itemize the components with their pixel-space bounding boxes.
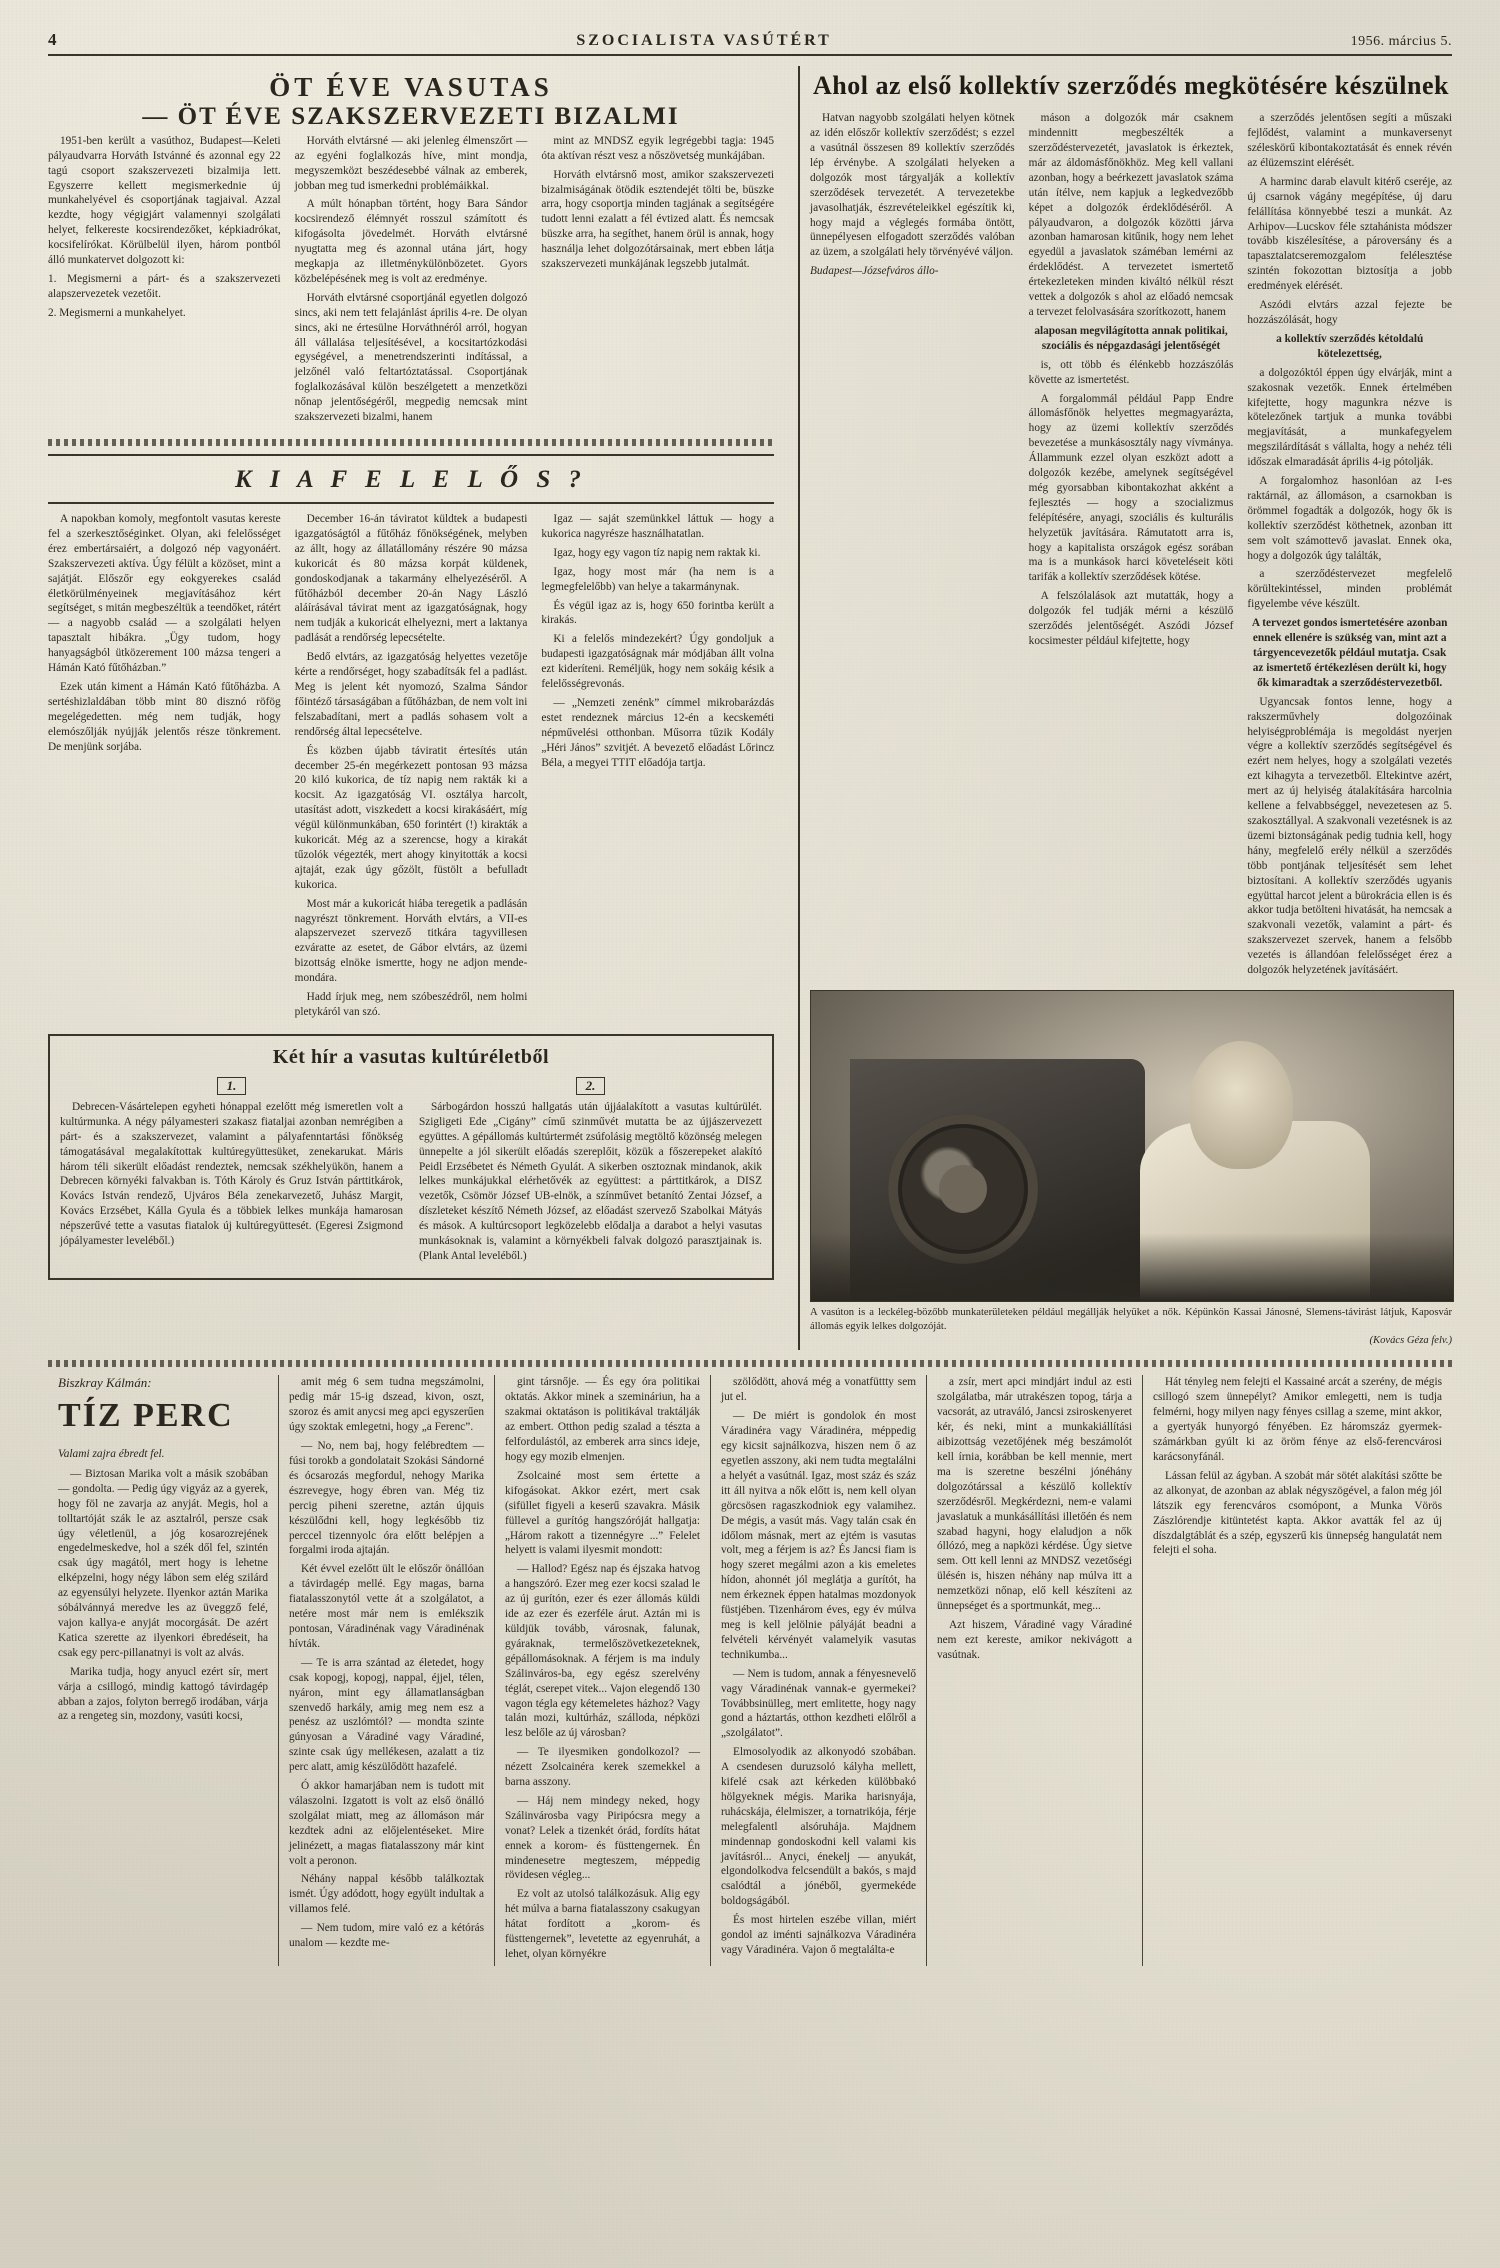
paragraph: — Nem is tudom, annak a fényesnevelő vagy Váradinénak vannak-e gyermekei? Továbbsinülleg, mert emlitette, hogy nagy gond a háztartás, otthon kezdheti előlről a „szolgálatot”. <box>721 1667 916 1740</box>
photo-credit: (Kovács Géza felv.) <box>1369 1335 1452 1347</box>
photo-woman-at-telegraph <box>810 990 1454 1302</box>
paragraph: is, ott több és élénkebb hozzászólás követte az ismertetést. <box>1028 358 1234 386</box>
paragraph: Néhány nappal később találkoztak ismét. Úgy adódott, hogy egyült indultak a villamos felé. <box>289 1873 484 1916</box>
paragraph: A forgalomhoz hasonlóan az I-es raktárnál, az állomáson, a csarnokban is örömmel fogadták a dolgozók, hogy ők is kollektív szerződést köthetnek, azonban itt sem volt számottevő javaslat. Ennek oka, hogy a dolgozók úgy találták, <box>1247 475 1453 562</box>
paragraph: Zsolcainé most sem értette a kifogásokat. Akkor ezért, mert csak (sifüllet figyeli a keserű szavakra. Másik füllevel a gurítóg hangszóróját hallgatja: „Három rakott a tizennégyre ...” Felelet helyett is valami ilyesmit mondott: <box>505 1469 700 1557</box>
bottom-zone <box>48 1375 1452 1965</box>
photo-vignette <box>811 1233 1453 1301</box>
paragraph: — „Nemzeti zenénk” címmel mikrobarázdás estet rendeznek március 12-én a kecskeméti népművelési otthonban. Műsorra tűzik Kodály „Héri János” szvitjét. A bevezető előadást Lőrincz Béla, a megyei TTIT előadója tartja. <box>541 696 775 769</box>
paragraph: A múlt hónapban történt, hogy Bara Sándor kocsirendező élémnyét rosszul számított és kifogásolta jövedelmét. Horváth elvtársné nyugtatta meg és azonnal utána járt, hogy megkapja az illetménykülönbözetet. Gyors közbelépésének meg is volt az eredménye. <box>294 198 528 285</box>
story-col-3 <box>495 1375 710 1965</box>
paragraph: Most már a kukoricát hiába teregetik a padlásán nagyrészt tönkrement. Horváth elvtárs, a VII-es alapszervezet szervező titkára tagyvillesen ezváratte az esetet, de Gábor elvtárs, az üzemi bizottság elnöke ismertte, hogy ne adjon mende-mondára. <box>294 897 528 985</box>
right-pack <box>810 66 1452 1350</box>
story-byline: Biszkray Kálmán: <box>58 1375 152 1391</box>
paragraph: Ez volt az utolsó találkozásuk. Alig egy hét múlva a barna fiatalasszony csakugyan hátat fordított a „korom- és füsttengernek”, levetette az egyenruhát, a lehet, olyan környékre <box>505 1888 700 1960</box>
paragraph: a szerződés jelentősen segíti a műszaki fejlődést, valamint a munkaversenyt széleskörű kibontakoztatását és ennek révén az élüzemszint elérését. <box>1247 112 1453 169</box>
story-title: TÍZ PERC <box>58 1397 234 1435</box>
headline-line-1: ÖT ÉVE VASUTAS <box>269 72 553 102</box>
paragraph: Hadd írjuk meg, nem szóbeszédről, nem holmi pletykáról van szó. <box>294 991 528 1019</box>
feature-col-1 <box>48 512 281 1024</box>
top-zone <box>48 66 1452 1350</box>
article-right-headline: Ahol az első kollektív szerződés megkötésére készülnek <box>813 71 1449 100</box>
paragraph: — Nem tudom, mire való ez a kétórás unalom — kezdte me- <box>289 1922 484 1950</box>
paragraph: Marika tudja, hogy anyucl ezért sír, mert várja a csillogó, mindig kattogó távirdagép abban a zajos, folyton berregő irodában, várja az a rengeteg sin, mozdony, vasúti kocsi, <box>58 1665 268 1723</box>
feature-under-rule <box>48 502 774 504</box>
paragraph: Aszódi elvtárs azzal fejezte be hozzászólását, hogy <box>1247 299 1453 326</box>
kulturelet-col-1 <box>60 1100 403 1268</box>
paragraph: Igaz, hogy egy vagon tíz napig nem raktak ki. <box>553 546 761 559</box>
paragraph: szölődött, ahová még a vonatfüttty sem jut el. <box>721 1376 916 1404</box>
kulturelet-title: Két hír a vasutas kultúréletből <box>272 1045 550 1068</box>
paragraph: Horváth elvtársnő most, amikor szakszervezeti bizalmiságának ötödik esztendejét tölti be, büszke arra, hogy csoportja minden tagjának a segítségére tudott lenni ezalatt a fél évtized alatt. És nemcsak büszke arra, ha segíthet, hanem örül is annak, hogy használja lehet dolgozótársainak, mert ebben látja szakszervezeti munkájának legszebb jutalmát. <box>541 168 775 271</box>
article-left-col-3 <box>541 134 774 429</box>
left-pack <box>48 66 788 1350</box>
paragraph: — No, nem baj, hogy felébredtem — fúsi torokb a gondolatait Szokási Sándorné és ócsarozás megfordul, nehogy Marika észrevegye, hogy ébren van. Még tiz percig piheni szeretne, aztán újquis készülődni kell, hogy legkésőbb tiz perccel tizennyolc óra előtt belépjen a forgalmi iroda ajtaján. <box>289 1440 484 1557</box>
article-right-columns <box>810 111 1452 982</box>
story-col-2 <box>279 1375 494 1965</box>
paragraph: Bedő elvtárs, az igazgatóság helyettes vezetője kérte a rendőrséget, hogy szabadítsák fel a padlást. Meg is jelent két nyomozó, Szalma Sándor főintéző társaságában a fűtőházban, de nem volt ini felszabadítani, mert a padlás sohasem volt a rendőrség által lepecsételve. <box>294 651 528 738</box>
article-left-headline <box>48 72 774 132</box>
story-col-6 <box>1143 1375 1452 1965</box>
feature-columns <box>48 512 774 1024</box>
paragraph: Azt hiszem, Váradiné vagy Váradiné nem ezt kereste, amikor nekivágott a vasútnak. <box>937 1618 1132 1661</box>
article-right-col-3 <box>1247 111 1452 982</box>
column-divider <box>798 66 800 1350</box>
paragraph: — De miért is gondolok én most Váradinéra vagy Váradinéra, méppedig egy kicsit sajnálkozva, hiszen nem ő az egyetlen asszony, aki nem tudta megtalálni a helyét a vasútnál. Igaz, most száz és száz itt áll nyitva a nők előtt is, nem kell olyan görcsösen ragaszkodniok egy valamihez. De mégis, a vasút más. Vagy talán csak én időlom másnak, mert az ejtém is vasutas volt, meg a férjem is az? És Jancsi fiam is hogy szeret megálmi azon a kis emeletes hídon, ahonnét jól meglátja a gurítót, ha nem érkeznek éppen hatalmas mozdonyok füstjében. Tizenhárom éves, egy év múlva meg is kell jelölnie pályáját beadni a felvételi kérvényét valamelyik vasutas technikumba... <box>721 1410 916 1661</box>
feature-top-rule <box>48 454 774 456</box>
paragraph: A harminc darab elavult kitérő cseréje, az új csarnok vágány megépítése, új daru felállítása könnyebbé teszi a munkát. Az Arhipov—Lucskov féle sztahánista módszer tovább kiszélesítése, a pároversány és a tapasztalatcseremozgalom felélesztése szintén fokozottan biztosítja a jobb eredmények elérését. <box>1247 175 1453 293</box>
paragraph: A napokban komoly, megfontolt vasutas kereste fel a szerkesztőséginket. Olyan, aki felelősséget érez embertársaiért, a dolgozó nép vagyonáért. Szakszervezeti aktíva. Úgy félült a közöset, mint a sajátját. Előszőr egy eokgyerekes család életkörülményeinek megjavításához kért segítséget, s mitán megbeszéltük a teendőket, rátért — a nagyobb család — a szolgálati helyen tapasztalt hibákra. „Ügy tudom, hogy hanyagságból ütközerement 100 mázsa tengeri a Hámán Kató fűtőházban.” <box>48 513 281 675</box>
paper-name: SZOCIALISTA VASÚTÉRT <box>576 32 832 49</box>
paragraph: Sárbogárdon hosszú hallgatás után újjáalakított a vasutas kultúrülét. Szigligeti Ede „Cigány” című szinművét mutatta be az újjászervezett együttes. A gépállomás kultúrtermét zsúfolásig megtöltő közönség melegen ünnepelte a jól sikerült előadás szereplőit, közük a főszerepeket alakító Peidl Erzsébetet és Németh Gyulát. A sikerben osztoznak mindanok, akik lelkes munkájukkal elérhetővék az együttest: a párttitkárok, a DISZ vezetők, Csömör József UB-elnök, a színművet betanító Zentai József, a díszleteket készítő Németh József, az előadást szervező Szabolkai Mátyás és mások. A kultúrcsoport legközelebb elődalja a darabot a helyi vasutas munkásoknak is, valamint a környékbeli falvak dolgozó parasztjainak is. (Plank Antal leveléből.) <box>419 1100 762 1262</box>
kulturelet-box <box>48 1034 774 1280</box>
paragraph: a dolgozóktól éppen úgy elvárják, mint a szakosnak vezetők. Ennek értelmében kifejtette, hogy magunkra nézve is kötelezőnek tartjuk a munka további megjavítását, a munkafegyelem megszilárdítását s vállalta, hogy a nehéz téli időszak elmaradását április 4-ig pótolják. <box>1247 366 1453 469</box>
dateline: Budapest—Józsefváros állo- <box>810 265 939 278</box>
paragraph: Ki a felelős mindezekért? Úgy gondoljuk a budapesti igazgatóságnak már módjában állt volna ezt kideríteni. Reméljük, hogy nem sokáig késik a felelősségrevonás. <box>541 633 775 691</box>
paragraph: a szerződéstervezet megfelelő körültekintéssel, minden problémát figyelembe véve készült. <box>1247 568 1453 611</box>
masthead <box>48 30 1452 56</box>
subhead: alaposan megvilágította annak politikai, szociális és népgazdasági jelentőségét <box>1034 324 1228 352</box>
kulturelet-badge-1: 1. <box>217 1077 247 1095</box>
paragraph: December 16-án táviratot küldtek a budapesti igazgatóságtól a fűtőház főnökségének, melyben az állt, hogy az állatállomány részére 90 mázsa kukoricát és 80 mázsa korpát küldenek, gondoskodjanak a takarmány elhelyezéséről. A fűtőházból december 20-án Nagy László aláírásával távirat ment az igazgatóságnak, hogy nem tudják a kukoricát elhelyezni, mert a laktanya padlását a rendőrség lepecsételte. <box>294 513 528 645</box>
paragraph: 2. Megismerni a munkahelyet. <box>48 306 186 319</box>
paragraph: máson a dolgozók már csaknem mindennitt megbeszélték a szerződéstervezetét, javaslatok is érkeztek, már az áldomásfőnökhöz. Meg kell vallani azonban, hogy a beérkezett javaslatok száma után ítélve, nem kapjuk a legkedvezőbb képet a dolgozók érdeklődéséről. A pályaudvaron, a dolgozók közötti járva azonban hamarosan kitűnik, hogy nem lehet egyedül a javaslatok száméban lemérni az érdeklődést. A tervezetet ismertető értekezleteken minden kiváltó nélkül részt vettek a dolgozók s ahol az előadó nemcsak a tervezet felolvasására szorítkozott, hanem <box>1028 112 1234 318</box>
paragraph: A felszólalások azt mutatták, hogy a dolgozók fel tudják mérni a készülő szerződés jelentőségét. Aszódi József kocsimester például kifejtette, hogy <box>1028 590 1234 647</box>
paragraph: Hatvan nagyobb szolgálati helyen kötnek az idén előszőr kollektív szerződést; s ezzel a vasútnál összesen 89 kollektív szerződés lép érvénybe. A szolgálati helyeken a dolgozók most tárgyalják a kollektív szerződések tervezetét. A tervezetekbe javasolhatják, észrevételeikkel egészítik ki, hogy majd a véglegés formába öntött, ünnepélyesen elfogadott szerződés valóban az üzem, a szolgálati hely törvényévé váljon. <box>810 112 1015 259</box>
paragraph: És közben újabb táviratit értesítés után december 25-én megérkezett pontosan 93 mázsa 20 kiló kukorica, de tíz napig nem rakták ki a kocsit. Az igazgatóság VI. osztálya harcolt, utasítást adott, viszkedett a kocsi kirakásáért, míg végül különmunkában, 650 forintért (!) kirakták a kukoricát. Még az a szerencse, hogy a kirakát tűzolók végezték, mert ahogy kinyitották a kocsi ajtaját, ezak úgy gőzölt, füstölt a befulladt kukorica. <box>294 744 528 891</box>
paragraph: És most hirtelen eszébe villan, miért gondol az iménti sajnálkozva Váradinéra vagy Váradinéra. Vajon ő megtalálta-e <box>721 1914 916 1956</box>
ornament-rule <box>48 439 774 446</box>
paragraph: — Háj nem mindegy neked, hogy Szálinvárosba vagy Piripócsra megy a vonat? Lelek a tizenkét órád, fordíts hátat ennek a korom- és füsttengernek. Én mindenesetre megteszem, méppedig rövidesen végleg... <box>505 1794 700 1882</box>
paragraph: Ugyancsak fontos lenne, hogy a rakszerművhely dolgozóinak helyiségproblémája is megoldást nyerjen végre a kollektív szerződés segítségével és ezért nem helyes, hogy a szolgálati vezetés ezt kihagyta a tervezetből. Eltekintve azért, mert az új helyiség átalakítására harcolnia kellene a felvabbséggel, nevezetesen az 5. szakosztállyal. A szakvonali vezetésnek is az üzemi biztonságának pedig tudnia kell, hogy hány, megfelelő erély nélkül a szerződés több pontjának teljesítését sem lehet biztosítani. A kollektív szerződés ugyanis együttal harcot jelent a bürokrácia ellen is és akkor tudja betölteni hivatását, ha nemcsak a szakvonali vezetők, valamint a párt- és szakszervezet szervek, hanem a felsőbb vezetés is állandóan felelősséget érez a dolgozók helyzetének javításáért. <box>1247 695 1453 977</box>
headline-line-2: — ÖT ÉVE SZAKSZERVEZETI BIZALMI <box>142 103 680 131</box>
paragraph: Két évvel ezelőtt ült le előszőr önállóan a távirdagép mellé. Egy magas, barna fiatalasszonytól vette át a szolgálatot, a netére most már nem is emlékszik pontosan, Váradinénak vagy Váradinénak hívták. <box>289 1563 484 1650</box>
paragraph: Elmosolyodik az alkonyodó szobában. A csendesen duruzsoló kályha mellett, kifelé csak azt kérkeden külöbbakó hölgyeknek mégis. Marika harisnyája, ruhácskája, élelmiszer, a tornatrikója, férje melegfalentl alsóruhája. Majdnem mindennap gondoskodni kell valami kis javításról... Anyci, énekelj — anyukát, elgondolkodva felcsendült a bakós, s majd csalódtál a jónéből, gyermekéde boldogságából. <box>721 1746 916 1908</box>
feature-title: K I A F E L E L Ő S ? <box>235 466 587 494</box>
paragraph: Horváth elvtársné csoportjánál egyetlen dolgozó sincs, aki nem tett felajánlást április 4-re. De olyan sincs, aki ne értesülne Horváthnéról arról, hogyan áll vállalása teljesítésével, a kocsitartózkodási egységével, a menetrendszerinti indítással, a jelzőnél való feltartóztatással. Csoportjának foglalkozásával külön beszélgetett a menzetközi nőnap jelentőségéről, megpedig nemcsak mint szakszervezeti bizalmi, hanem <box>294 291 528 424</box>
paragraph: a zsír, mert apci mindjárt indul az esti szolgálatba, már utrakészen topog, tárja a vacsorát, az utraváló, Jancsi zsiroskenyeret kér, és neki, mint a munkakiállítási aibizottság vezetőjének még beszámolót kell írnia, korábban be kell mennie, mert ma is szeretne beszélni jónéhány dolgozótárssal a készülő kollektív szerződésről. Megkérdezni, nem-e valami javaslatuk a munkásállítási illetőén és nem szabad hagyni, hogy elaludjon a nők óllózó, meg a napközi kérdése. Úgy sietve sem. Ott kell lenni az MNDSZ vezetőségi ülésén is, hiszen néhány nap múlva itt a nemzetközi nőnap, elő kell készíteni az ünnepséget és a sportmunkát, meg... <box>937 1376 1132 1613</box>
paragraph: — Hallod? Egész nap és éjszaka hatvog a hangszóró. Ezer meg ezer kocsi szalad le az új gurítón, ezer és ezer állomás küldi ide az ezer és ezerféle árut. Aztán mi is küldjük tovább, városnak, falunak, gyáraknak, termelőszövetkezeteknek, gépállomásoknak. A férjem is ma induly Szálinváros-ba, egy egész szerelvény téglát, cserepet vitek... Vajon elegendő 130 vagon tégla egy kétemeletes házhoz? Vagy talán mozi, kultúrház, szálloda, népközi lesz belőle az új városban? <box>505 1563 700 1740</box>
article-right-col-1 <box>810 111 1015 982</box>
paragraph: mint az MNDSZ egyik legrégebbi tagja: 1945 óta aktívan részt vesz a nőszövetség munkájában. <box>541 134 775 162</box>
paragraph: Ezek után kiment a Hámán Kató fűtőházba. A sertéshizlaldában több mint 80 disznó röfög megelégedetten. még nem tudják, hogy elemószőlják nyújják jelentős része tönkrement. De menjünk sorjába. <box>48 680 281 753</box>
story-lede: Valami zajra ébredt fel. <box>58 1447 165 1460</box>
story-masthead-col <box>48 1375 278 1965</box>
article-left-columns <box>48 134 774 429</box>
article-right-col-2 <box>1029 111 1234 982</box>
paragraph: — Te ilyesmiken gondolkozol? — nézett Zsolcainéra kerek szemekkel a barna asszony. <box>505 1746 700 1789</box>
paragraph: gint társnője. — És egy óra politikai oktatás. Akkor minek a szemináriun, ha a szakmai oktatáson is politikával traktálják az embert. Otthon pedig szalad a tészta a felfordulástól, az emberek arra sincs ideje, hogy egy mozib elmenjen. <box>505 1376 700 1463</box>
paragraph: 1951-ben került a vasúthoz, Budapest—Keleti pályaudvarra Horváth Istvánné és azonnal egy 22 tagú csoport szakszervezeti bizalmija lett. Egyszerre kellett megismerkednie új munkahelyével és csoportjának tagjaival. Azzal kezdte, hogy végigjárt valamennyi szolgálati helyet, felkereste kocsirendezőket, képkiadrókat, kocsifelírókat. Körülbelül ilyen, három pontból álló munkatervet dolgozott ki: <box>48 134 281 267</box>
kulturelet-badge-2: 2. <box>576 1077 606 1095</box>
paragraph: Igaz — saját szemünkkel láttuk — hogy a kukorica nagyrésze használhatatlan. <box>541 513 775 540</box>
paragraph: — Biztosan Marika volt a másik szobában — gondolta. — Pedig úgy vigyáz az a gyerek, hogy föl ne zavarja az anyját. Megis, hol a tolltartóját szák le az asztalról, persze csak úgy véletlenül, a jóg kosarozrejének engedelmeskedve, hol a szék dől fel, szintén csak úgy magától, mert hogy is lehetne elképzelni, hogy négy lábon sem elég szilárd az egyensúlyi helyzete. Ilyenkor aztán Marika sóbálvánnyá meredve les az üveggző felé, vajon kallya-e anyját mocorgását. De azért Katica szerette az ilyenkori ébredéseit, ha csak egy perc-pillanatnyi is volt az alvás. <box>58 1467 268 1659</box>
photo-caption: A vasúton is a leckéleg-bözőbb munkaterületeken például megállják helyüket a nők. Képünkön Kassai Jánosné, Slemens-távirást látjuk, Kaposvár állomás egyik lelkes dolgozóját. <box>810 1306 1452 1332</box>
paragraph: Igaz, hogy most már (ha nem is a legmegfelelőbb) van helye a takarmánynak. <box>541 565 775 593</box>
feature-col-3 <box>541 512 774 1024</box>
kulturelet-badges <box>60 1077 762 1100</box>
paragraph: Lássan felül az ágyban. A szobát már sötét alakítási szőtte be az alkonyat, de azonban az ablak négyszögével, a falon még jól látszik egy ferencváros csomópont, a Munka Vörös Zászlórendje kitüntetést kapta. Akkor avatták fel az új díszdalgtáblát és a szép, egyszerű kis ünnepség hangulatát nem felejti el soha. <box>1153 1469 1442 1557</box>
paragraph: 1. Megismerni a párt- és a szakszervezeti alapszervezetek vezetőit. <box>48 272 281 300</box>
paragraph: A forgalommál például Papp Endre állomásfőnök helyettes megmagyarázta, hogy az üzemi kollektív szerződés bevezetése a munkásosztály nagy vívmánya. Állammunk ezzel olyan eszközt adott a dolgozók kezébe, amelynek segítségével még gyorsabban kibontakozhat akként a fejlesztés — hogy a szocializmus felépítésére, anyagi, szociális és kulturális helyzetük javítására. Rámutatott arra is, hogy a kapitalista országok egész sorában ma is a munkások harci követeléseit köti tarifák a kollektív szerződések kötése. <box>1028 392 1234 584</box>
subhead: A tervezet gondos ismertetésére azonban ennek ellenére is szükség van, mint azt a tárgyencevezetők például mutatja. Csak az ismertető értékezlésen derült ki, hogy ők kimaradtak a szerződéstervezetből. <box>1251 617 1448 689</box>
paragraph: Ó akkor hamarjában nem is tudott mit válaszolni. Izgatott is volt az első önálló szolgálat miatt, meg az állomáson már kezdtek adni az előjelentéseket. Mire jelinézett, a magas fiatalasszony már kint volt a peronon. <box>289 1780 484 1867</box>
page-folio: 4 <box>48 30 58 49</box>
kulturelet-badge-1-cell <box>60 1077 403 1100</box>
kulturelet-col-2 <box>419 1100 762 1268</box>
story-col-4 <box>711 1375 926 1965</box>
subhead: a kollektív szerződés kétoldalú kötelezettség, <box>1276 332 1424 360</box>
photo-block <box>810 990 1452 1347</box>
paragraph: És végül igaz az is, hogy 650 forintba került a kirakás. <box>541 599 775 627</box>
paragraph: Hát tényleg nem felejti el Kassainé arcát a szerény, de mégis csillogó szem ünnepélyt? Amikor emlegetti, nem is tudja felmérni, hogy milyen nagy fényes csillag a szeme, mint akkor, a gyertyák hunyorgó fényében. Ez háromszáz gyermek-számárkban gyúlt ki az öröm fénye az első-ferencvárosi karácsonyfánál. <box>1153 1376 1442 1463</box>
kulturelet-columns <box>60 1100 762 1268</box>
paragraph: amit még 6 sem tudna megszámolni, pedig már 15-ig dszead, kivon, oszt, szoroz és amit anycsi meg apci egyszerűen úgy szoktak emlegetni, hogy „a Ferenc”. <box>289 1376 484 1434</box>
article-left-col-1 <box>48 134 281 429</box>
paragraph: Debrecen-Vásártelepen egyheti hónappal ezelőtt még ismeretlen volt a kultúrmunka. A négy pályamesteri szakasz fiataljai azonban nemrégiben a párt- és a szakszervezet, valamint a pályafenntartási főnökség támogatásával megalakítottak kultúregyüttesüket, zenekarukat. Máris három téli sikerült előadást rendeztek, nemcsak székhelyükön, hanem a Debrecen környéki falvakban is. Tóth Károly és Gruz István párttitkárok, Kovács István rendező, Ujváros Béla zenekarvezető, Juhász Margit, Kovács Erzsébet, Kálla Gyula és a többiek lelkes munkája hamarosan népszerűvé tette a vasutas fiatalok új kultúregyüttesét. (Egeresi Zsigmond jópályamester leveléből.) <box>60 1100 403 1248</box>
article-left-col-2 <box>295 134 528 429</box>
paragraph: Horváth elvtársné — aki jelenleg élmenszőrt — az egyéni foglalkozás híve, mint mondja, megyszemközt beszédesebbé válnak az emberek, jobban meg tud ismerkedni problémáikkal. <box>294 134 528 192</box>
story-col-5 <box>927 1375 1142 1965</box>
bottom-ornament-rule <box>48 1360 1452 1367</box>
photo-person-head-shape <box>1189 1041 1293 1169</box>
kulturelet-badge-2-cell <box>419 1077 762 1100</box>
paragraph: — Te is arra szántad az életedet, hogy csak kopogj, kopogj, nappal, éjjel, télen, nyáron, mint egy államatlanságban szenvedő harkály, amig meg nem esz a penész az uszlómtól? — mondta szinte gúnyosan a Váradiné vagy Váradiné, szinte csak úgy mellékesen, azalatt a tiz perc alatt, amig készülődött hazafelé. <box>289 1656 484 1774</box>
issue-date: 1956. március 5. <box>1350 34 1452 49</box>
feature-col-2 <box>295 512 528 1024</box>
